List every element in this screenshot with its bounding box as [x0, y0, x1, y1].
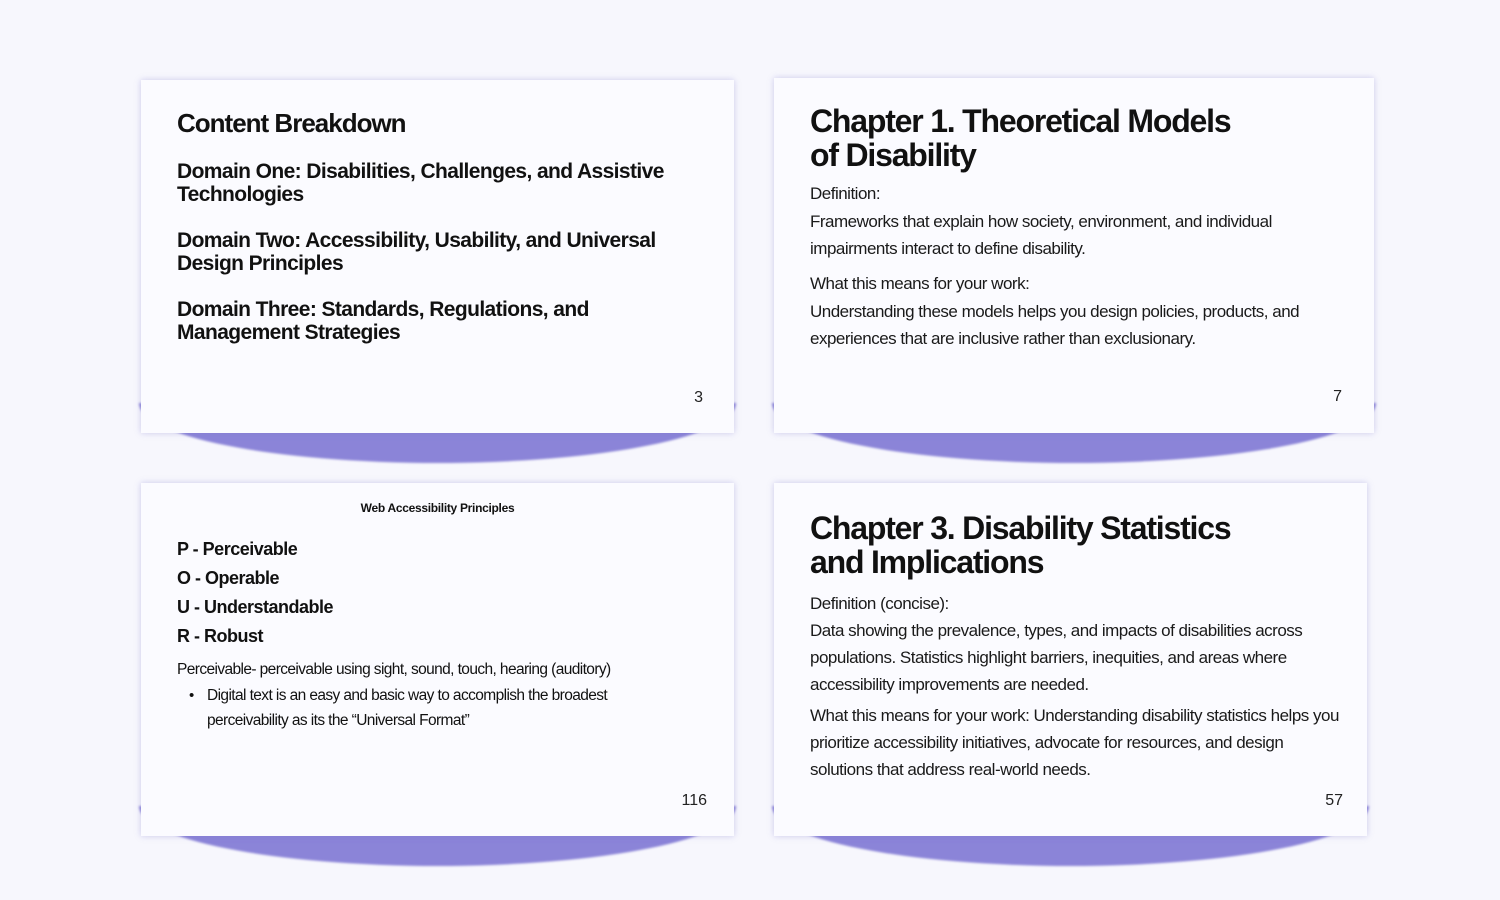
domain-two-heading: Domain Two: Accessibility, Usability, and Universal Design Principles — [177, 229, 656, 275]
page-number: 3 — [694, 389, 703, 406]
slide-body — [774, 483, 1367, 836]
bullet-icon: • — [189, 687, 194, 704]
bullet-item — [189, 683, 677, 733]
slide-card-web-accessibility[interactable] — [141, 483, 734, 836]
domain-one-heading: Domain One: Disabilities, Challenges, and Assistive Technologies — [177, 160, 664, 206]
slide-body — [774, 78, 1374, 433]
principle-understandable: U - Understandable — [177, 597, 334, 617]
chapter-title-line-1: Chapter 1. Theoretical Models — [810, 103, 1231, 139]
bullet-text: Digital text is an easy and basic way to accomplish the broadest perceivability as its the “Universal Format” — [207, 687, 608, 729]
slide-card-content-breakdown[interactable] — [141, 80, 734, 433]
slide-title: Content Breakdown — [177, 108, 406, 138]
definition-text: Frameworks that explain how society, environment, and individual impairments interact to define disability. — [810, 212, 1272, 258]
principles-list — [177, 535, 333, 651]
chapter-title — [810, 511, 1350, 579]
domain-three-heading: Domain Three: Standards, Regulations, and Management Strategies — [177, 298, 589, 344]
chapter-title-line-2: of Disability — [810, 137, 976, 173]
page-number: 57 — [1325, 792, 1343, 809]
slide-heading: Web Accessibility Principles — [360, 501, 515, 515]
definition-label: Definition: — [810, 184, 881, 203]
chapter-title-line-1: Chapter 3. Disability Statistics — [810, 510, 1231, 546]
page-number: 116 — [681, 792, 707, 809]
definition-label: Definition (concise): — [810, 594, 949, 613]
work-text: What this means for your work: Understanding disability statistics helps you prioritize accessibility initiatives, advocate for resources, and design solutions that address real-world needs. — [810, 706, 1339, 779]
work-text: Understanding these models helps you design policies, products, and experiences that are inclusive rather than exclusionary. — [810, 302, 1300, 348]
principle-operable: O - Operable — [177, 568, 280, 588]
work-label: What this means for your work: — [810, 274, 1030, 293]
slide-body — [141, 80, 734, 433]
principle-perceivable: P - Perceivable — [177, 539, 298, 559]
perceivable-description: Perceivable- perceivable using sight, sound, touch, hearing (auditory) — [177, 661, 611, 678]
slide-card-chapter-1[interactable] — [774, 78, 1374, 433]
chapter-title-line-2: and Implications — [810, 544, 1044, 580]
principle-robust: R - Robust — [177, 626, 263, 646]
chapter-title — [810, 104, 1330, 172]
definition-text: Data showing the prevalence, types, and impacts of disabilities across populations. Statistics highlight barriers, inequities, and areas where accessibility improvements are needed. — [810, 621, 1303, 694]
page-number: 7 — [1333, 388, 1342, 405]
slide-card-chapter-3[interactable] — [774, 483, 1367, 836]
slide-body — [141, 483, 734, 836]
